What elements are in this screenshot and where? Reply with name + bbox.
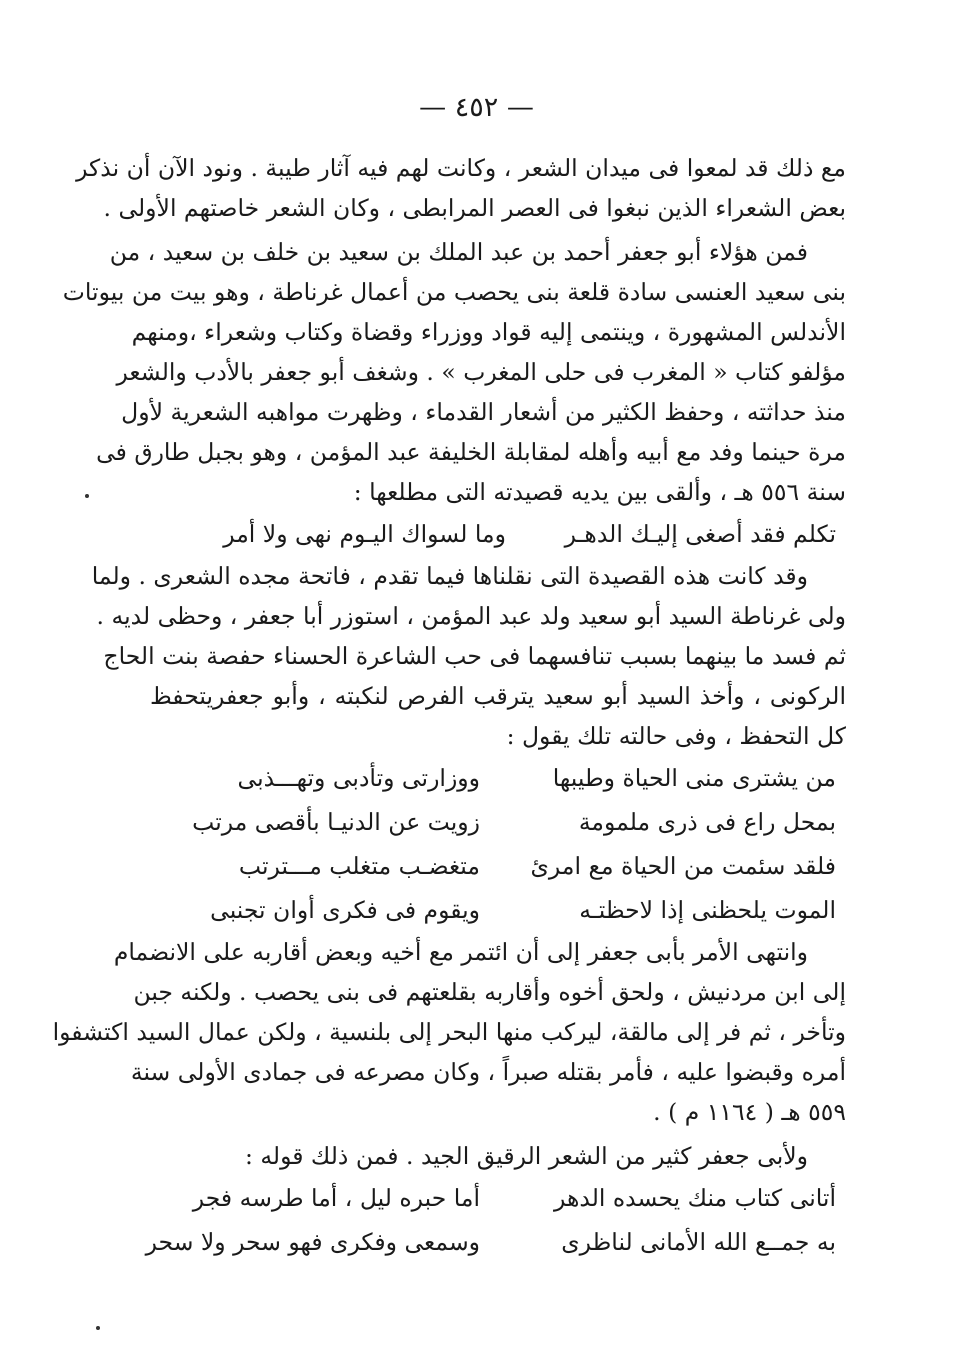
- verse-first-hemistich: أتانى كتاب منك يحسده الدهر: [554, 1184, 836, 1212]
- text-line: ولى غرناطة السيد أبو سعيد ولد عبد المؤمن ، استوزر أبا جعفر ، وحظى لديه .: [96, 602, 846, 630]
- verse: [145, 1220, 846, 1264]
- verse-first-hemistich: تكلم فقد أصغى إليـك الدهـر: [564, 520, 836, 548]
- text-line: مرة حينما وفد مع أبيه وأهله لمقابلة الخليفة عبد المؤمن ، وهو بجبل طارق فى: [96, 438, 846, 466]
- text-line: وانتهى الأمر بأبى جعفر إلى أن ائتمر مع أخيه وبعض أقاربه على الانضمام: [113, 938, 808, 966]
- verse-second-hemistich: أما حبره ليل ، أما طرسه فجر: [192, 1184, 480, 1212]
- paper-speck: [85, 494, 89, 498]
- body-text: [52, 148, 846, 1264]
- verse-1: [150, 512, 846, 556]
- paragraph-5: [150, 1136, 846, 1176]
- verse-first-hemistich: بمحل راع فى ذرى ملمومة: [578, 808, 836, 836]
- text-line: إلى ابن مردنيش ، ولحق أخوه وأقاربه بقلعتهم فى بنى يحصب . ولكنه جبن: [133, 978, 846, 1006]
- text-line: ٥٥٩ هـ ( ١١٦٤ م ) .: [653, 1098, 846, 1126]
- paragraph-2: [62, 232, 846, 512]
- verse-first-hemistich: الموت يلحظنى إذا لاحظتـه: [579, 896, 836, 924]
- text-line: ثم فسد ما بينهما بسبب تنافسهما فى حب الشاعرة الحسناء حفصة بنت الحاج: [103, 642, 846, 670]
- paragraph-1: [76, 148, 846, 228]
- verse-second-hemistich: زويت عن الدنيـا بأقصى مرتب: [192, 808, 480, 836]
- verse: [150, 844, 846, 888]
- text-line: كل التحفظ ، وفى حالته تلك يقول :: [506, 722, 846, 750]
- text-line: الركونى ، وأخذ السيد أبو سعيد يترقب الفرص لنكبته ، وأبو جعفريتحفظ: [150, 682, 846, 710]
- poem-3: [145, 1176, 846, 1264]
- text-line: فمن هؤلاء أبو جعفر أحمد بن عبد الملك بن سعيد بن خلف بن سعيد ، من: [109, 238, 808, 266]
- paragraph-4: [52, 932, 846, 1132]
- text-line: ولأبى جعفر كثير من الشعر الرقيق الجيد . فمن ذلك قوله :: [244, 1142, 808, 1170]
- text-line: سنة ٥٥٦ هـ ، وألقى بين يديه قصيدته التى مطلعها :: [353, 478, 846, 506]
- verse: [150, 800, 846, 844]
- verse-second-hemistich: ووزارتى وتأدبى وتهـــذبى: [237, 764, 480, 792]
- text-line: مؤلفو كتاب « المغرب فى حلى المغرب » . وشغف أبو جعفر بالأدب والشعر: [116, 358, 846, 386]
- verse-second-hemistich: ويقوم فى فكرى أوان تجنبى: [210, 896, 480, 924]
- text-line: منذ حداثته ، وحفظ الكثير من أشعار القدماء ، وظهرت مواهبه الشعرية لأول: [121, 398, 846, 426]
- text-line: وتأخر ، ثم فر إلى مالقة، ليركب منها البحر إلى بلنسية ، ولكن عمال السيد اكتشفوا: [52, 1018, 846, 1046]
- text-line: مع ذلك قد لمعوا فى ميدان الشعر ، وكانت لهم فيه آثار طيبة . ونود الآن أن نذكر: [76, 154, 846, 182]
- verse-second-hemistich: وسمعى وفكرى فهو سحر ولا سحر: [145, 1228, 480, 1256]
- verse-second-hemistich: وما لسواك اليـوم نهى ولا أمر: [223, 520, 506, 548]
- verse-first-hemistich: فلقد سئمت من الحياة مع امرئ: [530, 852, 836, 880]
- paragraph-3: [91, 556, 846, 756]
- verse: [150, 888, 846, 932]
- text-line: وقد كانت هذه القصيدة التى نقلناها فيما تقدم ، فاتحة مجده الشعرى . ولما: [91, 562, 808, 590]
- page-number: — ٤٥٢ —: [419, 92, 534, 123]
- text-line: بعض الشعراء الذين نبغوا فى العصر المرابطى ، وكان الشعر خاصتهم الأولى .: [103, 194, 846, 222]
- verse: [150, 1176, 846, 1220]
- text-line: الأندلس المشهورة ، وينتمى إليه قواد ووزراء وقضاة وكتاب وشعراء ،ومنهم: [131, 318, 846, 346]
- poem-2: [150, 756, 846, 932]
- verse-first-hemistich: من يشترى منى الحياة وطيبها: [552, 764, 836, 792]
- verse-first-hemistich: به جمــع الله الأمانى لناظرى: [561, 1228, 836, 1256]
- text-line: بنى سعيد العنسى سادة قلعة بنى يحصب من أعمال غرناطة ، وهو بيت من بيوتات: [62, 278, 846, 306]
- verse-second-hemistich: متغضـب متغلب مـــترتب: [238, 852, 480, 880]
- verse: [150, 756, 846, 800]
- text-line: أمره وقبضوا عليه ، فأمر بقتله صبراً ، وكان مصرعه فى جمادى الأولى سنة: [130, 1058, 846, 1086]
- paper-speck: [96, 1326, 100, 1330]
